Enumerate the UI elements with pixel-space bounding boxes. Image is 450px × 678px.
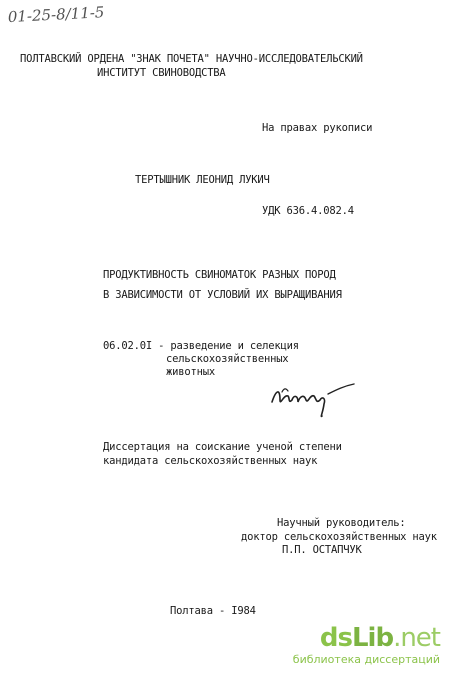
watermark-logo: [293, 625, 440, 651]
specialty-line-3: животных: [166, 366, 215, 378]
supervisor-name: П.П. ОСТАПЧУК: [282, 544, 362, 556]
dissertation-line-2: кандидата сельскохозяйственных наук: [103, 455, 318, 467]
institution-line-2: ИНСТИТУТ СВИНОВОДСТВА: [97, 67, 226, 79]
title-line-1: ПРОДУКТИВНОСТЬ СВИНОМАТОК РАЗНЫХ ПОРОД: [103, 269, 336, 281]
dissertation-line-1: Диссертация на соискание ученой степени: [103, 441, 342, 453]
supervisor-label: Научный руководитель:: [277, 517, 406, 529]
title-line-2: В ЗАВИСИМОСТИ ОТ УСЛОВИЙ ИХ ВЫРАЩИВАНИЯ: [103, 289, 342, 301]
watermark-lib: Lib: [351, 623, 394, 653]
specialty-line-1: 06.02.0I - разведение и селекция: [103, 340, 299, 352]
watermark-ds: ds: [319, 623, 352, 653]
author-name: ТЕРТЫШНИК ЛЕОНИД ЛУКИЧ: [135, 174, 270, 186]
dslib-watermark: [293, 625, 440, 666]
udc-code: УДК 636.4.082.4: [262, 205, 354, 217]
watermark-net: .net: [393, 623, 440, 653]
specialty-line-2: сельскохозяйственных: [166, 353, 289, 365]
rights-notice: На правах рукописи: [262, 122, 373, 134]
institution-line-1: ПОЛТАВСКИЙ ОРДЕНА "ЗНАК ПОЧЕТА" НАУЧНО-ИССЛЕДОВАТЕЛЬСКИЙ: [20, 53, 363, 65]
handwritten-archive-note: 01-25-8/11-5: [7, 3, 105, 27]
signature: [268, 372, 358, 420]
watermark-subtitle: библиотека диссертаций: [292, 653, 440, 666]
supervisor-degree: доктор сельскохозяйственных наук: [241, 531, 437, 543]
place-and-year: Полтава - I984: [170, 605, 256, 617]
